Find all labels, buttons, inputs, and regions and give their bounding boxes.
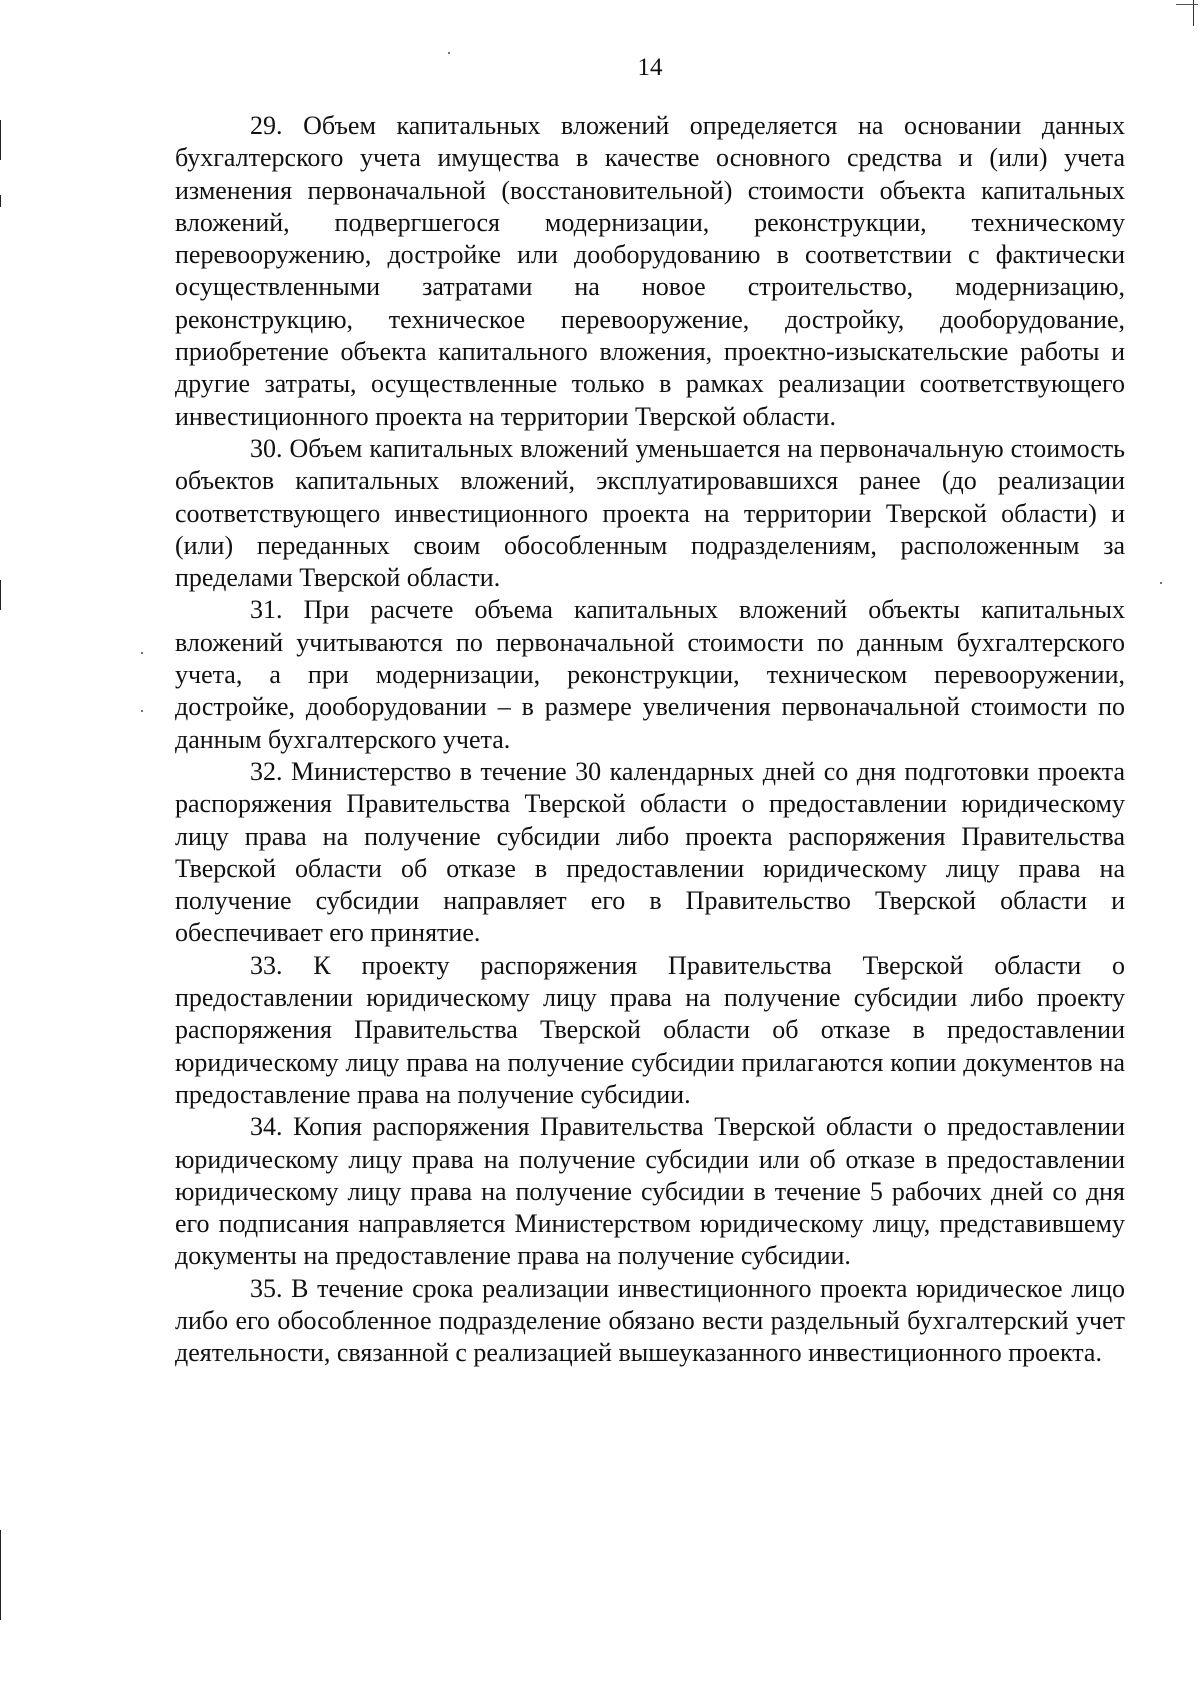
scan-edge-line [0,195,1,207]
paragraph-33: 33. К проекту распоряжения Правительства Тверской области о предоставлении юридическому лицу права на получение субсидии либо проекту распоряжения Правительства Тверской области об отказе в предоставлении юридическому лицу права на получение субсидии прилагаются копии документов на предоставление права на получение субсидии. [175,950,1125,1109]
scan-speck [141,652,143,654]
scan-edge-line [0,1530,1,1620]
paragraph-30: 30. Объем капитальных вложений уменьшается на первоначальную стоимость объектов капитальных вложений, эксплуатировавшихся ранее (до реализации соответствующего инвестиционного проекта на территории Тверской области) и (или) переданных своим обособленным подразделениям, расположенным за пределами Тверской области. [175,433,1125,593]
page-number: 14 [637,54,663,81]
paragraph-32: 32. Министерство в течение 30 календарных дней со дня подготовки проекта распоряжения Правительства Тверской области о предоставлении юридическому лицу права на получение субсидии либо проекта распоряжения Правительства Тверской области об отказе в предоставлении юридическому лицу права на получение субсидии направляет его в Правительство Тверской области и обеспечивает его принятие. [175,756,1125,948]
paragraph-29: 29. Объем капитальных вложений определяется на основании данных бухгалтерского учета имущества в качестве основного средства и (или) учета изменения первоначальной (восстановительной) стоимости объекта капитальных вложений, подвергшегося модернизации, реконструкции, техническому перевооружению, достройке или дооборудованию в соответствии с фактически осуществленными затратами на новое строительство, модернизацию, реконструкцию, техническое перевооружение, достройку, дооборудование, приобретение объекта капитального вложения, проектно-изыскательские работы и другие затраты, осуществленные только в рамках реализации соответствующего инвестиционного проекта на территории Тверской области. [175,111,1125,431]
scan-speck [1160,582,1162,584]
paragraph-35: 35. В течение срока реализации инвестиционного проекта юридическое лицо либо его обособленное подразделение обязано вести раздельный бухгалтерский учет деятельности, связанной с реализацией вышеуказанного инвестиционного проекта. [175,1273,1125,1368]
document-body [175,110,1125,1370]
paragraph-34: 34. Копия распоряжения Правительства Тверской области о предоставлении юридическому лицу права на получение субсидии или об отказе в предоставлении юридическому лицу права на получение субсидии в течение 5 рабочих дней со дня его подписания направляется Министерством юридическому лицу, представившему документы на предоставление права на получение субсидии. [175,1112,1125,1271]
scan-edge-line [0,120,1,160]
scan-edge-line [0,580,1,610]
paragraph-31: 31. При расчете объема капитальных вложений объекты капитальных вложений учитываются по первоначальной стоимости по данным бухгалтерского учета, а при модернизации, реконструкции, техническом перевооружении, достройке, дооборудовании – в размере увеличения первоначальной стоимости по данным бухгалтерского учета. [175,595,1125,754]
scan-edge-line [1176,4,1198,5]
scan-speck [141,710,143,712]
